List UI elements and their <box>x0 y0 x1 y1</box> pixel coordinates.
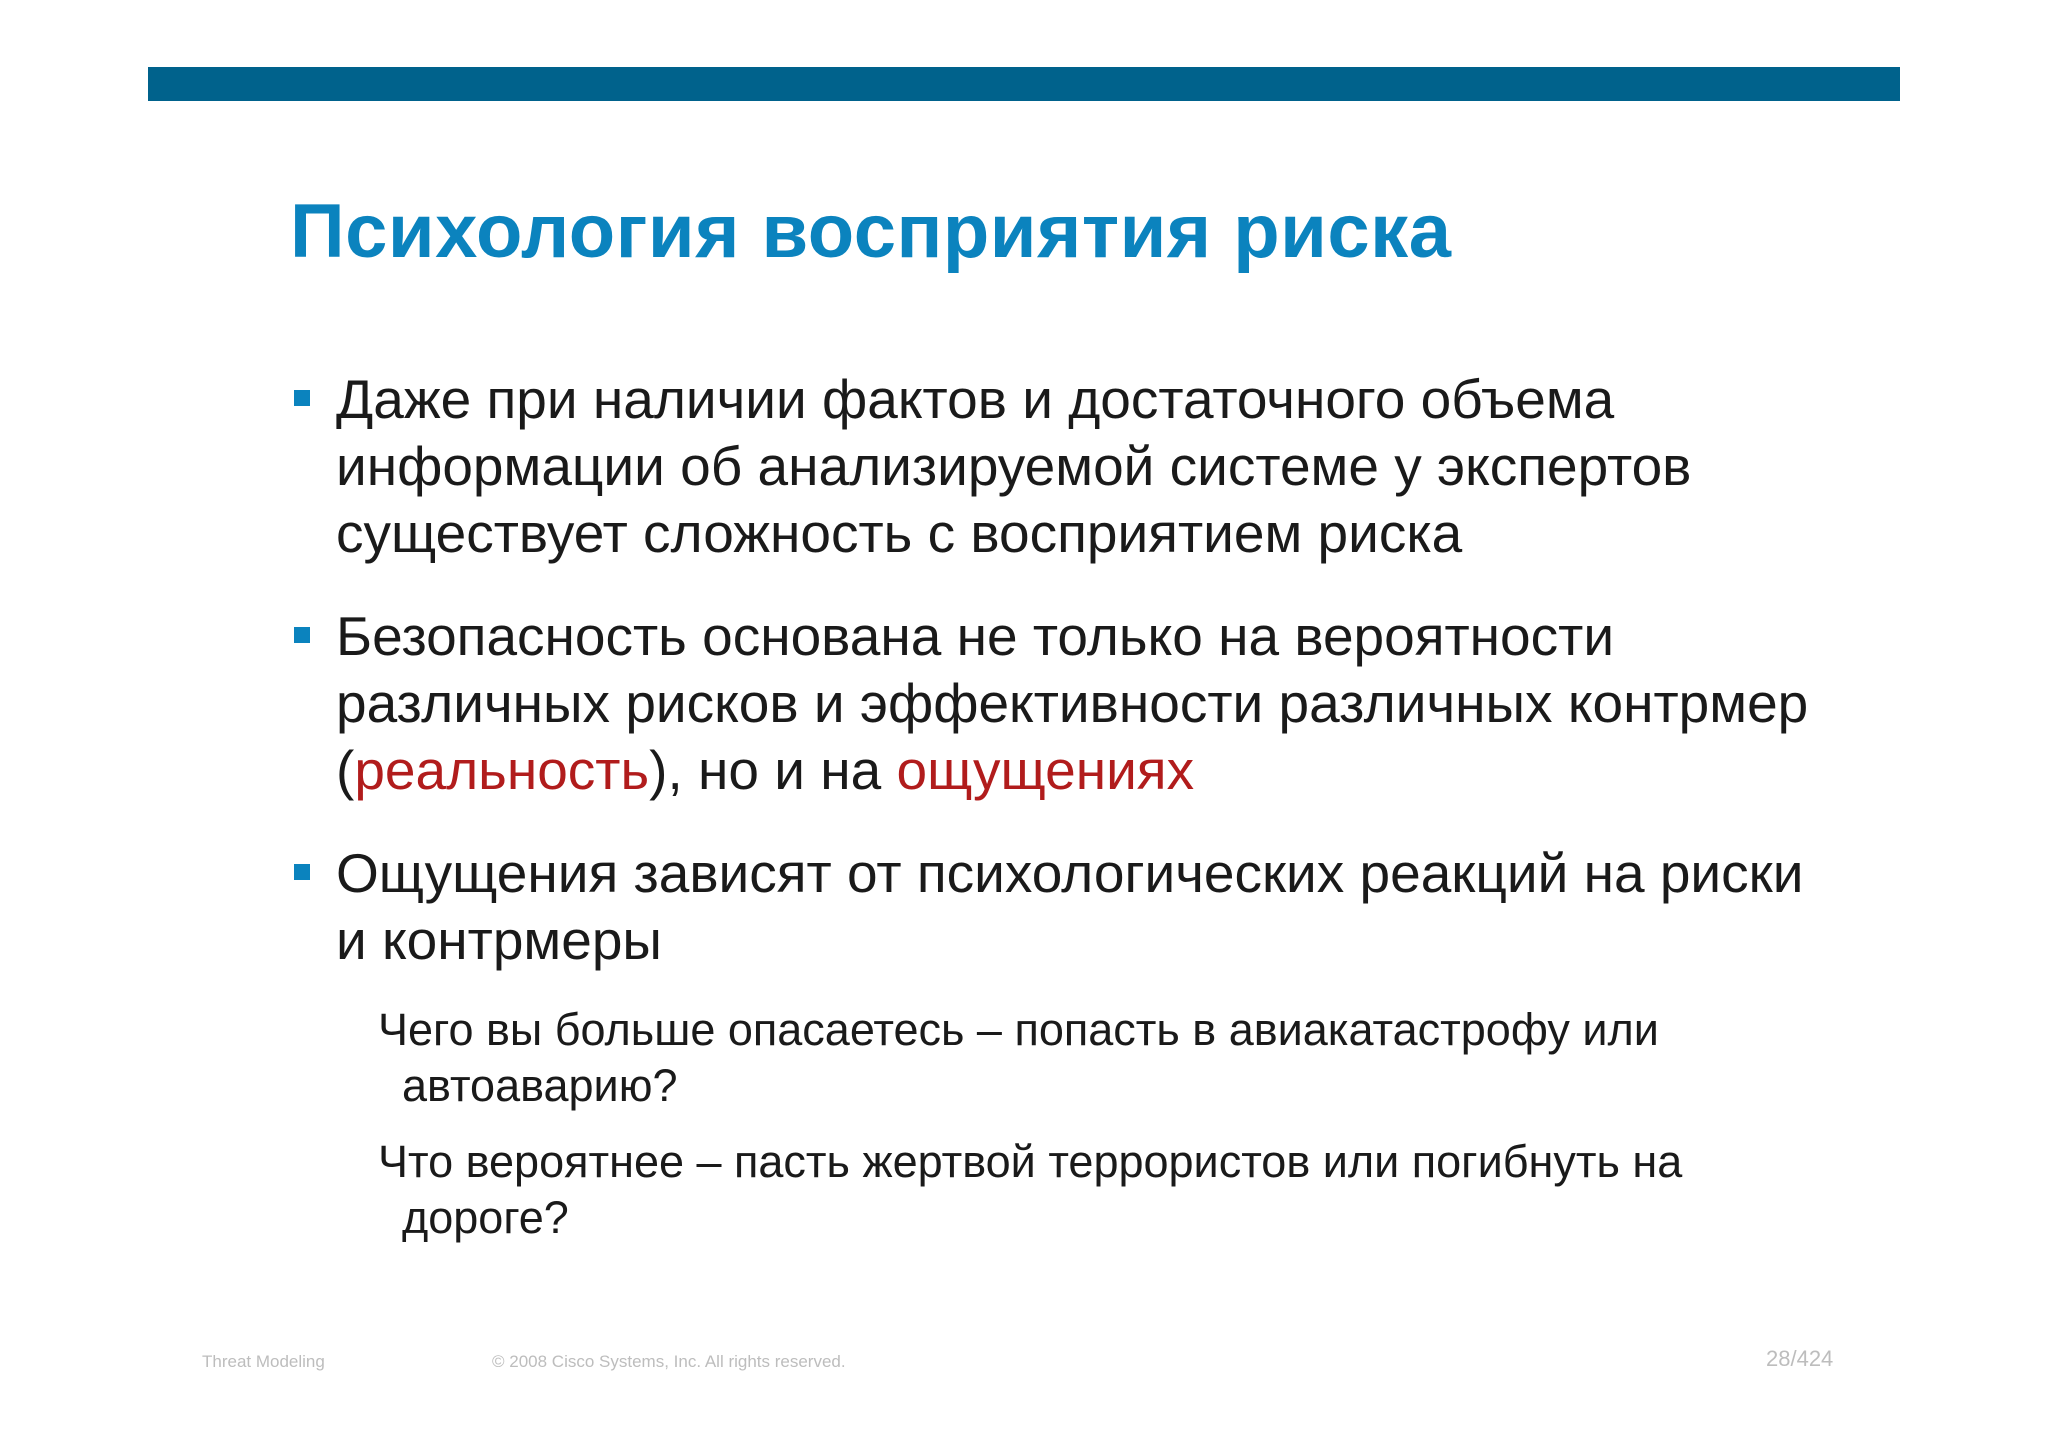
page-number: 28/424 <box>1766 1346 1834 1371</box>
bullet-text-2-start: Безопасность основана не только на вероятности различных рисков и эффективности различных контрмер ( <box>336 605 1809 801</box>
sub-item-1: Чего вы больше опасаетесь – попасть в авиакатастрофу или автоаварию? <box>378 1004 1659 1111</box>
square-bullet-icon <box>294 627 310 643</box>
bullet-item-3 <box>290 840 1810 974</box>
square-bullet-icon <box>294 864 310 880</box>
bullet-item-1 <box>290 366 1810 567</box>
slide-content <box>290 366 1810 1266</box>
highlight-feelings: ощущениях <box>896 739 1195 801</box>
bullet-text-2-middle: ), но и на <box>649 739 897 801</box>
sub-item-2: Что вероятнее – пасть жертвой террористов или погибнуть на дороге? <box>378 1136 1683 1243</box>
highlight-reality: реальность <box>354 739 650 801</box>
bullet-item-2 <box>290 603 1810 804</box>
footer-course-name: Threat Modeling <box>202 1352 325 1371</box>
bullet-text-3: Ощущения зависят от психологических реакций на риски и контрмеры <box>336 842 1804 971</box>
slide-title: Психология восприятия риска <box>290 189 1452 274</box>
bullet-text-1: Даже при наличии фактов и достаточного объема информации об анализируемой системе у экспертов существует сложность с восприятием риска <box>336 368 1692 564</box>
square-bullet-icon <box>294 390 310 406</box>
footer-copyright: © 2008 Cisco Systems, Inc. All rights reserved. <box>492 1352 846 1371</box>
header-bar <box>148 67 1900 101</box>
